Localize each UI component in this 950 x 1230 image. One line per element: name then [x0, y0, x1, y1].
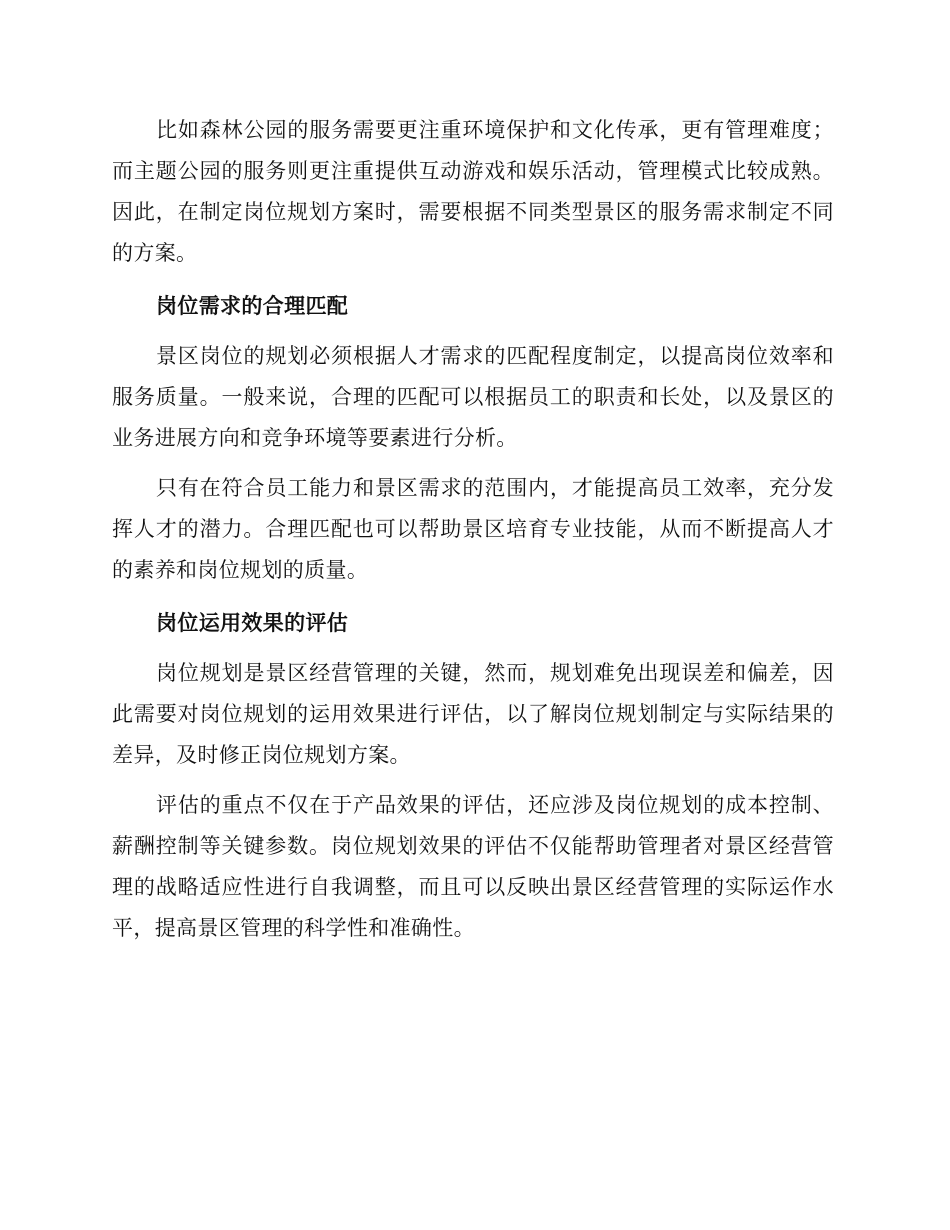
paragraph-forest-vs-theme-park: 比如森林公园的服务需要更注重环境保护和文化传承，更有管理难度；而主题公园的服务则更注重提供互动游戏和娱乐活动，管理模式比较成熟。因此，在制定岗位规划方案时，需要根据不同类型景区的服务需求制定不同的方案。 [112, 118, 834, 265]
section-heading-position-effect-evaluation: 岗位运用效果的评估 [156, 611, 349, 635]
paragraph-employee-potential: 只有在符合员工能力和景区需求的范围内，才能提高员工效率，充分发挥人才的潜力。合理匹配也可以帮助景区培育专业技能，从而不断提高人才的素养和岗位规划的质量。 [112, 476, 834, 582]
paragraph-planning-evaluation: 岗位规划是景区经营管理的关键，然而，规划难免出现误差和偏差，因此需要对岗位规划的运用效果进行评估，以了解岗位规划制定与实际结果的差异，及时修正岗位规划方案。 [112, 661, 834, 767]
document-body [112, 110, 834, 949]
section-heading-position-demand-matching: 岗位需求的合理匹配 [156, 294, 349, 318]
paragraph-talent-matching: 景区岗位的规划必须根据人才需求的匹配程度制定，以提高岗位效率和服务质量。一般来说，合理的匹配可以根据员工的职责和长处，以及景区的业务进展方向和竞争环境等要素进行分析。 [112, 344, 834, 450]
paragraph-evaluation-focus: 评估的重点不仅在于产品效果的评估，还应涉及岗位规划的成本控制、薪酬控制等关键参数。岗位规划效果的评估不仅能帮助管理者对景区经营管理的战略适应性进行自我调整，而且可以反映出景区经营管理的实际运作水平，提高景区管理的科学性和准确性。 [112, 793, 834, 940]
